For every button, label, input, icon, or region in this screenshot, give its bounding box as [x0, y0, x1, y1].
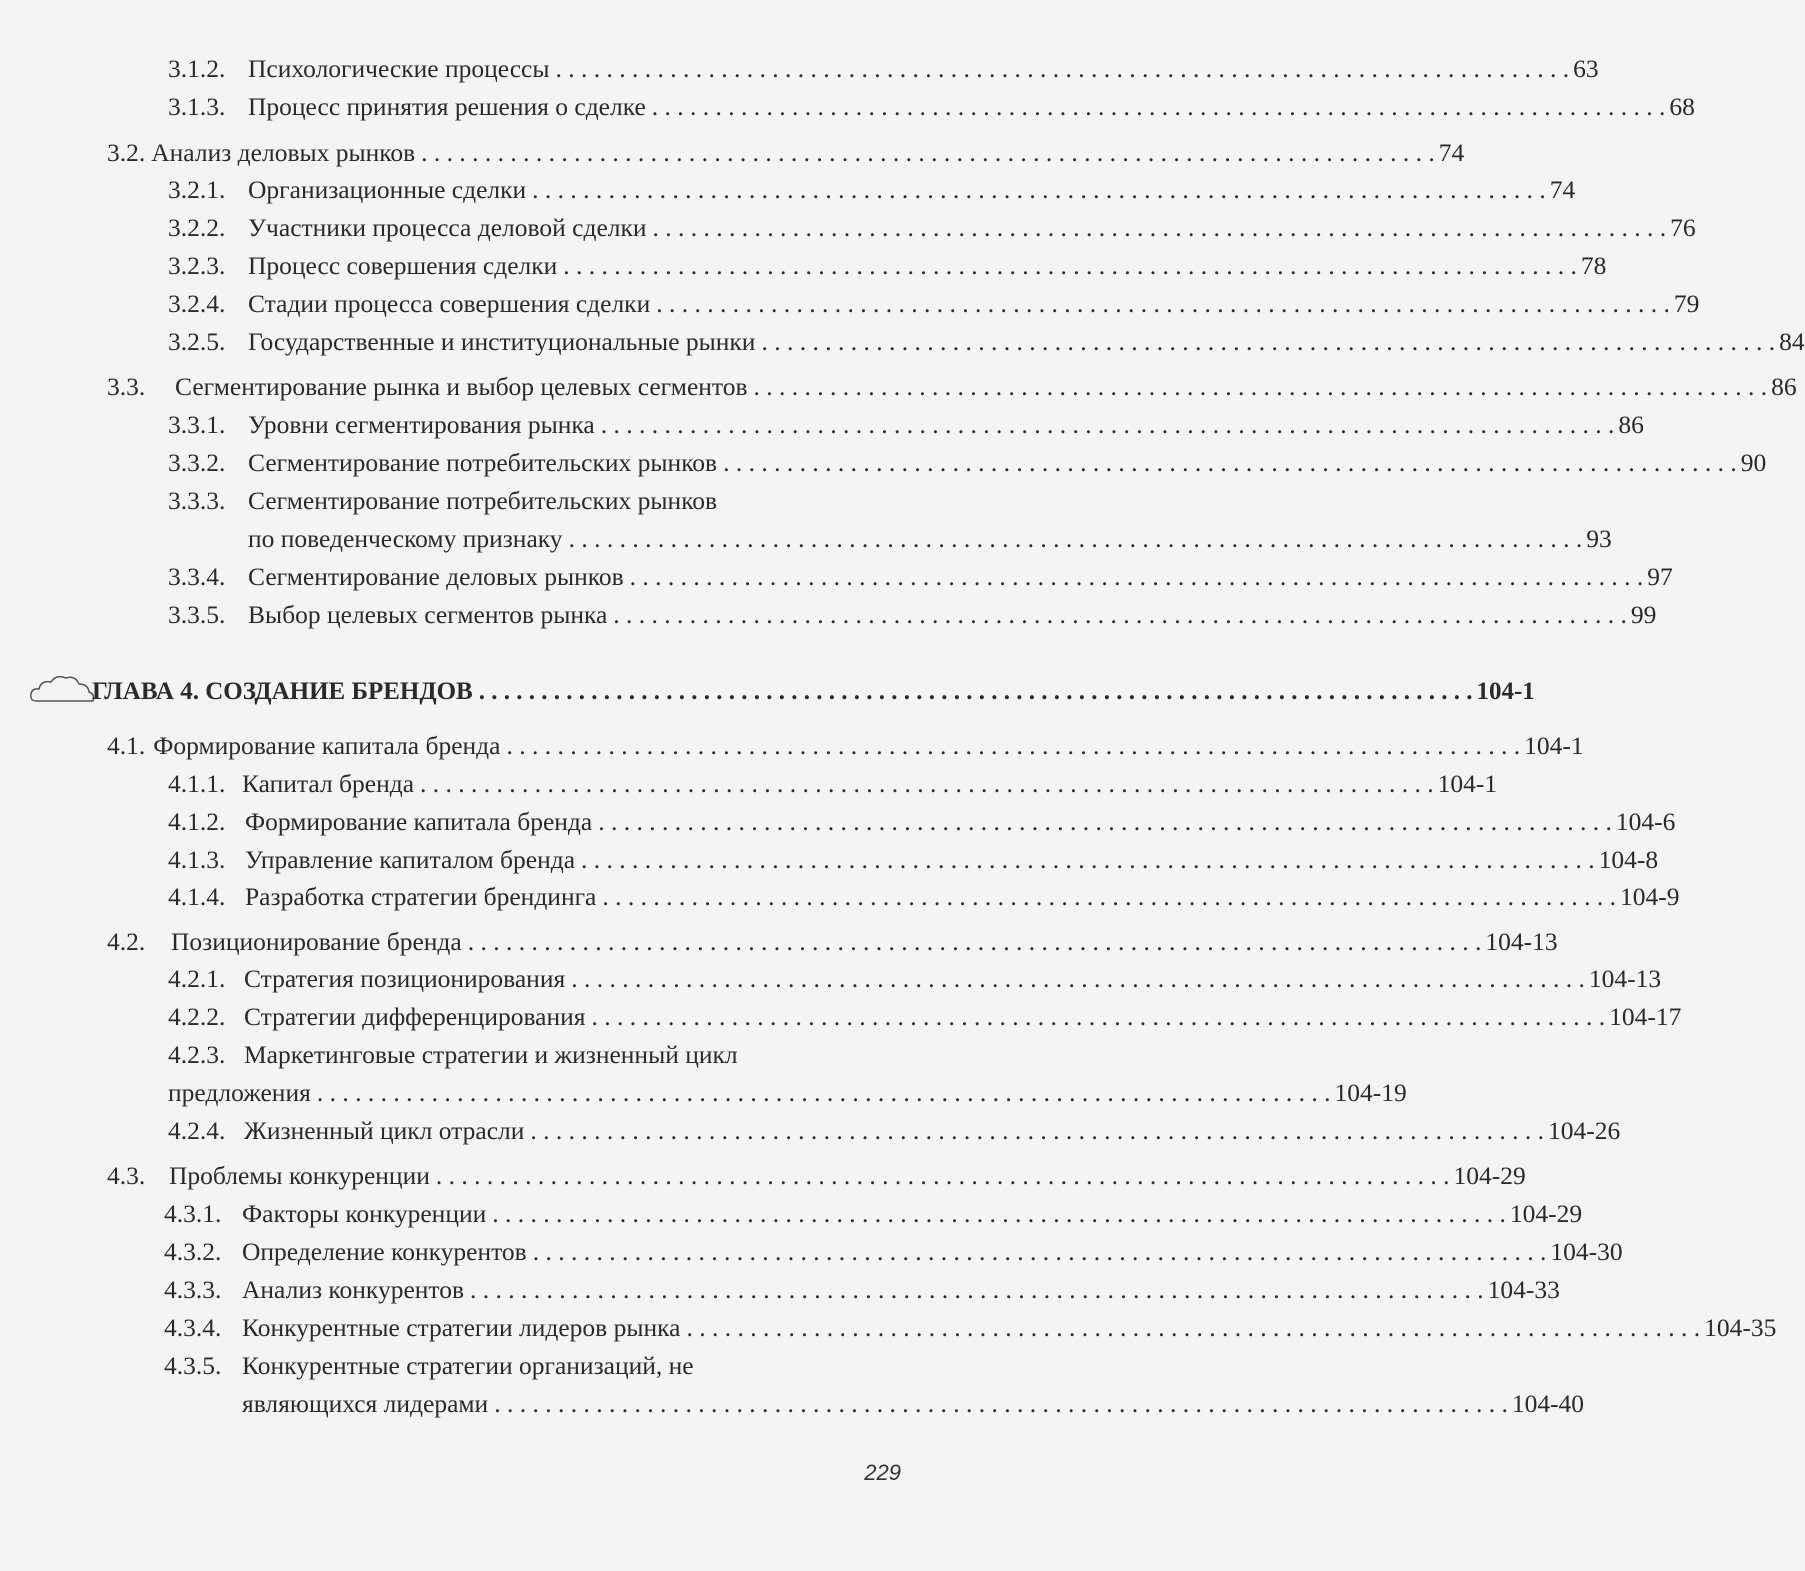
toc-entry[interactable] — [168, 560, 1673, 594]
toc-title: Капитал бренда — [242, 769, 415, 798]
toc-chapter-heading[interactable] — [92, 675, 1535, 709]
toc-entry-continuation[interactable] — [242, 1387, 1585, 1421]
toc-page-number: 104-29 — [1509, 1199, 1583, 1228]
toc-entry[interactable] — [168, 1038, 904, 1072]
toc-number: 4.1.4. — [168, 882, 226, 911]
toc-page-number: 74 — [1549, 175, 1576, 204]
toc-page-number: 104-26 — [1548, 1116, 1621, 1145]
page-folio: 229 — [864, 1460, 901, 1485]
toc-title: Жизненный цикл отрасли — [244, 1116, 525, 1145]
toc-page-number: 78 — [1580, 251, 1607, 280]
toc-entry[interactable] — [168, 287, 1700, 321]
toc-title: Анализ конкурентов — [242, 1275, 465, 1304]
toc-number: 3.3.4. — [168, 562, 226, 591]
toc-entry[interactable] — [168, 211, 1696, 245]
dot-leader — [470, 1273, 1484, 1307]
toc-page-number: 68 — [1669, 92, 1695, 121]
toc-entry[interactable] — [168, 484, 906, 518]
toc-number: 4.1.1. — [168, 769, 226, 798]
dot-leader — [754, 370, 1768, 404]
dot-leader — [686, 1311, 1700, 1345]
dot-leader — [530, 1114, 1544, 1148]
dot-leader — [494, 1387, 1508, 1421]
toc-entry[interactable] — [168, 1000, 1682, 1034]
toc-entry[interactable] — [164, 1197, 1583, 1231]
dot-leader — [506, 729, 1520, 763]
dot-leader — [532, 173, 1546, 207]
toc-title: Формирование капитала бренда — [245, 807, 593, 836]
dot-leader — [581, 843, 1595, 877]
toc-number: 4.3.1. — [164, 1199, 222, 1228]
dot-leader — [761, 325, 1775, 359]
toc-title: Формирование капитала бренда — [153, 731, 501, 760]
toc-entry[interactable] — [164, 1311, 1777, 1345]
toc-number: 4.1. — [107, 731, 146, 760]
toc-entry[interactable] — [168, 767, 1498, 801]
toc-page-number: 76 — [1670, 213, 1696, 242]
toc-entry[interactable] — [168, 408, 1644, 442]
toc-number: 4.3.2. — [164, 1237, 222, 1266]
dot-leader — [602, 880, 1616, 914]
toc-number: 4.3.4. — [164, 1313, 222, 1342]
toc-title: Проблемы конкуренции — [169, 1161, 430, 1190]
toc-number: 4.1.2. — [168, 807, 226, 836]
toc-number: 3.2.4. — [168, 289, 226, 318]
toc-title: Сегментирование потребительских рынков — [248, 486, 718, 515]
toc-entry[interactable] — [168, 843, 1659, 877]
toc-entry[interactable] — [107, 1159, 1526, 1193]
dot-leader — [630, 560, 1644, 594]
toc-entry-continuation[interactable] — [168, 1076, 1407, 1110]
toc-number: 4.2.3. — [168, 1040, 226, 1069]
dot-leader — [492, 1197, 1506, 1231]
toc-title-continuation: являющихся лидерами — [242, 1389, 489, 1418]
toc-page-number: 63 — [1573, 54, 1599, 83]
toc-title: Конкурентные стратегии лидеров рынка — [242, 1313, 681, 1342]
toc-number: 3.1.3. — [168, 92, 226, 121]
dot-leader — [613, 598, 1627, 632]
toc-title: Позиционирование бренда — [171, 927, 462, 956]
dot-leader — [421, 136, 1435, 170]
toc-entry[interactable] — [168, 805, 1676, 839]
toc-title: Факторы конкуренции — [242, 1199, 487, 1228]
toc-page-number: 79 — [1673, 289, 1700, 318]
toc-entry[interactable] — [168, 598, 1657, 632]
toc-entry[interactable] — [107, 729, 1584, 763]
toc-number: 3.2. — [107, 138, 146, 167]
toc-number: 4.2.2. — [168, 1002, 226, 1031]
toc-number: 3.3.2. — [168, 448, 226, 477]
toc-page-number: 104-29 — [1453, 1161, 1526, 1190]
toc-entry[interactable] — [107, 136, 1465, 170]
toc-page-number: 104-1 — [1476, 678, 1535, 705]
toc-number: 3.1.2. — [168, 54, 226, 83]
toc-entry[interactable] — [168, 446, 1767, 480]
toc-entry[interactable] — [164, 1273, 1560, 1307]
toc-title: Управление капиталом бренда — [245, 845, 576, 874]
toc-title: Сегментирование деловых рынков — [248, 562, 624, 591]
toc-page-number: 104-13 — [1588, 964, 1662, 993]
dot-leader — [656, 287, 1670, 321]
dot-leader — [598, 805, 1612, 839]
toc-title: Сегментирование рынка и выбор целевых сегментов — [175, 372, 748, 401]
cloud-icon — [28, 671, 98, 707]
toc-entry[interactable] — [168, 52, 1599, 86]
toc-page-number: 104-30 — [1550, 1237, 1623, 1266]
dot-leader — [317, 1076, 1331, 1110]
toc-title: Разработка стратегии брендинга — [245, 882, 597, 911]
toc-page-number: 104-13 — [1485, 927, 1558, 956]
toc-page-number: 84 — [1779, 327, 1805, 356]
dot-leader — [592, 1000, 1606, 1034]
toc-number: 4.1.3. — [168, 845, 226, 874]
toc-entry[interactable] — [107, 925, 1558, 959]
toc-entry[interactable] — [168, 173, 1576, 207]
toc-title-continuation: по поведенческому признаку — [248, 524, 563, 553]
toc-title: Стадии процесса совершения сделки — [248, 289, 651, 318]
toc-page-number: 104-8 — [1598, 845, 1659, 874]
toc-number: 4.3.5. — [164, 1351, 222, 1380]
toc-page-number: 74 — [1438, 138, 1465, 167]
toc-page-number: 104-40 — [1511, 1389, 1585, 1418]
toc-page-number: 97 — [1647, 562, 1673, 591]
toc-title: Психологические процессы — [248, 54, 550, 83]
toc-entry[interactable] — [168, 90, 1695, 124]
toc-number: 3.2.1. — [168, 175, 226, 204]
toc-entry[interactable] — [168, 962, 1662, 996]
dot-leader — [652, 90, 1666, 124]
toc-number: 3.2.5. — [168, 327, 226, 356]
toc-page-number: 104-19 — [1334, 1078, 1407, 1107]
toc-number: 4.2.1. — [168, 964, 226, 993]
dot-leader — [556, 52, 1570, 86]
toc-title: Процесс совершения сделки — [248, 251, 558, 280]
toc-title: Стратегия позиционирования — [244, 964, 566, 993]
toc-title: Маркетинговые стратегии и жизненный цикл — [244, 1040, 738, 1069]
toc-title: Выбор целевых сегментов рынка — [248, 600, 608, 629]
toc-page-number: 90 — [1740, 448, 1767, 477]
toc-page-number: 104-33 — [1487, 1275, 1560, 1304]
toc-page-number: 104-1 — [1524, 731, 1584, 760]
toc-title: Определение конкурентов — [242, 1237, 527, 1266]
toc-number: 4.2. — [107, 927, 146, 956]
dot-leader — [533, 1235, 1547, 1269]
toc-page-number: 86 — [1618, 410, 1644, 439]
toc-title: Уровни сегментирования рынка — [248, 410, 595, 439]
toc-title-continuation: предложения — [168, 1078, 311, 1107]
toc-page-number: 104-1 — [1437, 769, 1498, 798]
dot-leader — [563, 249, 1577, 283]
toc-entry-continuation[interactable] — [248, 522, 1612, 556]
toc-title: Организационные сделки — [248, 175, 527, 204]
toc-entry[interactable] — [168, 1114, 1621, 1148]
toc-page-number: 93 — [1586, 524, 1612, 553]
toc-page-number: 86 — [1771, 372, 1797, 401]
toc-number: 3.2.2. — [168, 213, 226, 242]
toc-page-number: 104-17 — [1609, 1002, 1682, 1031]
toc-number: 3.3.1. — [168, 410, 226, 439]
dot-leader — [653, 211, 1667, 245]
toc-title: Анализ деловых рынков — [151, 138, 416, 167]
toc-title: Процесс принятия решения о сделке — [248, 92, 646, 121]
toc-page-number: 104-6 — [1615, 807, 1676, 836]
toc-entry[interactable] — [168, 249, 1607, 283]
toc-page-number: 99 — [1630, 600, 1657, 629]
toc-entry[interactable] — [164, 1349, 904, 1383]
dot-leader — [420, 767, 1434, 801]
toc-entry[interactable] — [107, 370, 1797, 404]
toc-entry[interactable] — [168, 880, 1680, 914]
toc-number: 3.3.5. — [168, 600, 226, 629]
toc-title: Государственные и институциональные рынки — [248, 327, 756, 356]
toc-entry[interactable] — [164, 1235, 1623, 1269]
toc-title: Конкурентные стратегии организаций, не — [242, 1351, 694, 1380]
dot-leader — [436, 1159, 1450, 1193]
toc-entry[interactable] — [168, 325, 1805, 359]
dot-leader — [468, 925, 1482, 959]
dot-leader — [601, 408, 1615, 442]
toc-title: Сегментирование потребительских рынков — [248, 448, 718, 477]
toc-number: 3.3.3. — [168, 486, 226, 515]
toc-number: 3.2.3. — [168, 251, 226, 280]
toc-number: 3.3. — [107, 372, 146, 401]
chapter-title: ГЛАВА 4. СОЗДАНИЕ БРЕНДОВ — [92, 678, 473, 705]
toc-number: 4.2.4. — [168, 1116, 226, 1145]
dot-leader — [571, 962, 1585, 996]
dot-leader — [569, 522, 1583, 556]
toc-title: Стратегии дифференцирования — [244, 1002, 586, 1031]
toc-number: 4.3. — [107, 1161, 146, 1190]
toc-page-number: 104-9 — [1620, 882, 1680, 911]
dot-leader — [723, 446, 1737, 480]
toc-number: 4.3.3. — [164, 1275, 222, 1304]
toc-page-number: 104-35 — [1704, 1313, 1777, 1342]
toc-title: Участники процесса деловой сделки — [248, 213, 647, 242]
dot-leader — [479, 675, 1473, 709]
